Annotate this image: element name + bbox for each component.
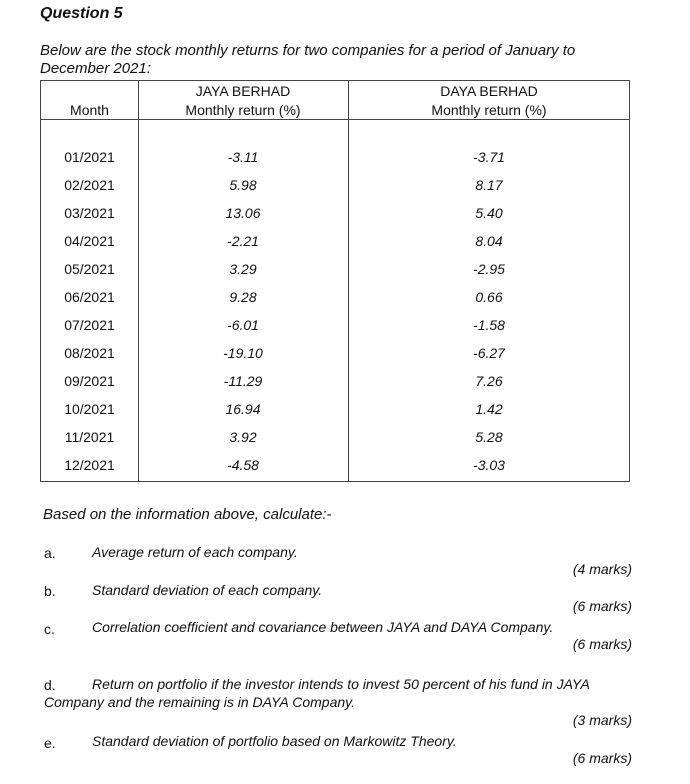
table-cell-month: 11/2021 <box>64 429 115 445</box>
table-cell-jaya: -2.21 <box>227 233 259 249</box>
question-c-letter: c. <box>44 621 55 637</box>
question-c-text: Correlation coefficient and covariance between JAYA and DAYA Company. <box>92 619 554 635</box>
table-cell-daya: 0.66 <box>475 289 503 305</box>
table-cell-daya: 8.17 <box>475 177 503 193</box>
question-title: Question 5 <box>40 5 123 22</box>
table-cell-jaya: -11.29 <box>223 373 263 389</box>
question-d-marks: (3 marks) <box>572 712 632 728</box>
question-c-marks: (6 marks) <box>572 636 632 652</box>
table-cell-daya: -6.27 <box>473 345 505 361</box>
question-e-marks: (6 marks) <box>572 750 632 766</box>
table-cell-jaya: -19.10 <box>223 345 263 361</box>
table-cell-jaya: -6.01 <box>227 317 259 333</box>
question-d-text-line2: Company and the remaining is in DAYA Company. <box>44 694 356 710</box>
table-cell-month: 05/2021 <box>64 261 115 277</box>
header-month: Month <box>70 102 109 118</box>
header-jaya-sub: Monthly return (%) <box>185 102 301 118</box>
table-cell-jaya: 3.92 <box>229 429 257 445</box>
table-cell-jaya: 9.28 <box>229 289 257 305</box>
table-cell-month: 10/2021 <box>64 401 115 417</box>
header-jaya-name: JAYA BERHAD <box>195 83 291 99</box>
table-cell-jaya: 16.94 <box>225 401 261 417</box>
table-cell-daya: 5.40 <box>475 205 503 221</box>
table-divider <box>348 81 349 481</box>
calculate-intro: Based on the information above, calculate:- <box>43 506 332 523</box>
question-b-marks: (6 marks) <box>572 598 632 614</box>
table-cell-month: 02/2021 <box>64 177 115 193</box>
table-cell-jaya: -4.58 <box>227 457 259 473</box>
table-cell-month: 08/2021 <box>64 345 115 361</box>
question-a-text: Average return of each company. <box>92 544 298 560</box>
table-cell-month: 06/2021 <box>64 289 115 305</box>
table-cell-jaya: -3.11 <box>227 149 259 165</box>
question-d-letter: d. <box>44 677 56 693</box>
question-a-marks: (4 marks) <box>572 561 632 577</box>
table-cell-daya: 1.42 <box>475 401 503 417</box>
question-a-letter: a. <box>44 545 56 561</box>
table-cell-month: 01/2021 <box>64 149 115 165</box>
table-cell-daya: 7.26 <box>475 373 503 389</box>
question-e-letter: e. <box>44 735 56 751</box>
header-daya-name: DAYA BERHAD <box>440 83 538 99</box>
table-cell-daya: -3.71 <box>473 149 505 165</box>
header-daya-sub: Monthly return (%) <box>431 102 547 118</box>
table-cell-month: 07/2021 <box>64 317 115 333</box>
question-d-text-line1: Return on portfolio if the investor intends to invest 50 percent of his fund in JAYA <box>92 676 590 692</box>
question-b-text: Standard deviation of each company. <box>92 582 323 598</box>
table-cell-jaya: 3.29 <box>229 261 257 277</box>
question-e-text: Standard deviation of portfolio based on Markowitz Theory. <box>92 733 457 749</box>
table-cell-jaya: 13.06 <box>225 205 261 221</box>
table-cell-month: 04/2021 <box>64 233 115 249</box>
table-cell-jaya: 5.98 <box>229 177 257 193</box>
question-b-letter: b. <box>44 583 56 599</box>
table-cell-daya: -1.58 <box>473 317 505 333</box>
table-cell-month: 09/2021 <box>64 373 115 389</box>
table-cell-daya: -2.95 <box>473 261 505 277</box>
table-cell-daya: -3.03 <box>473 457 505 473</box>
table-cell-month: 03/2021 <box>64 205 115 221</box>
table-cell-month: 12/2021 <box>64 457 115 473</box>
table-cell-daya: 8.04 <box>475 233 503 249</box>
table-divider <box>138 81 139 481</box>
table-cell-daya: 5.28 <box>475 429 503 445</box>
question-intro: Below are the stock monthly returns for two companies for a period of January to December 2021: <box>40 42 576 77</box>
returns-table <box>40 80 630 482</box>
